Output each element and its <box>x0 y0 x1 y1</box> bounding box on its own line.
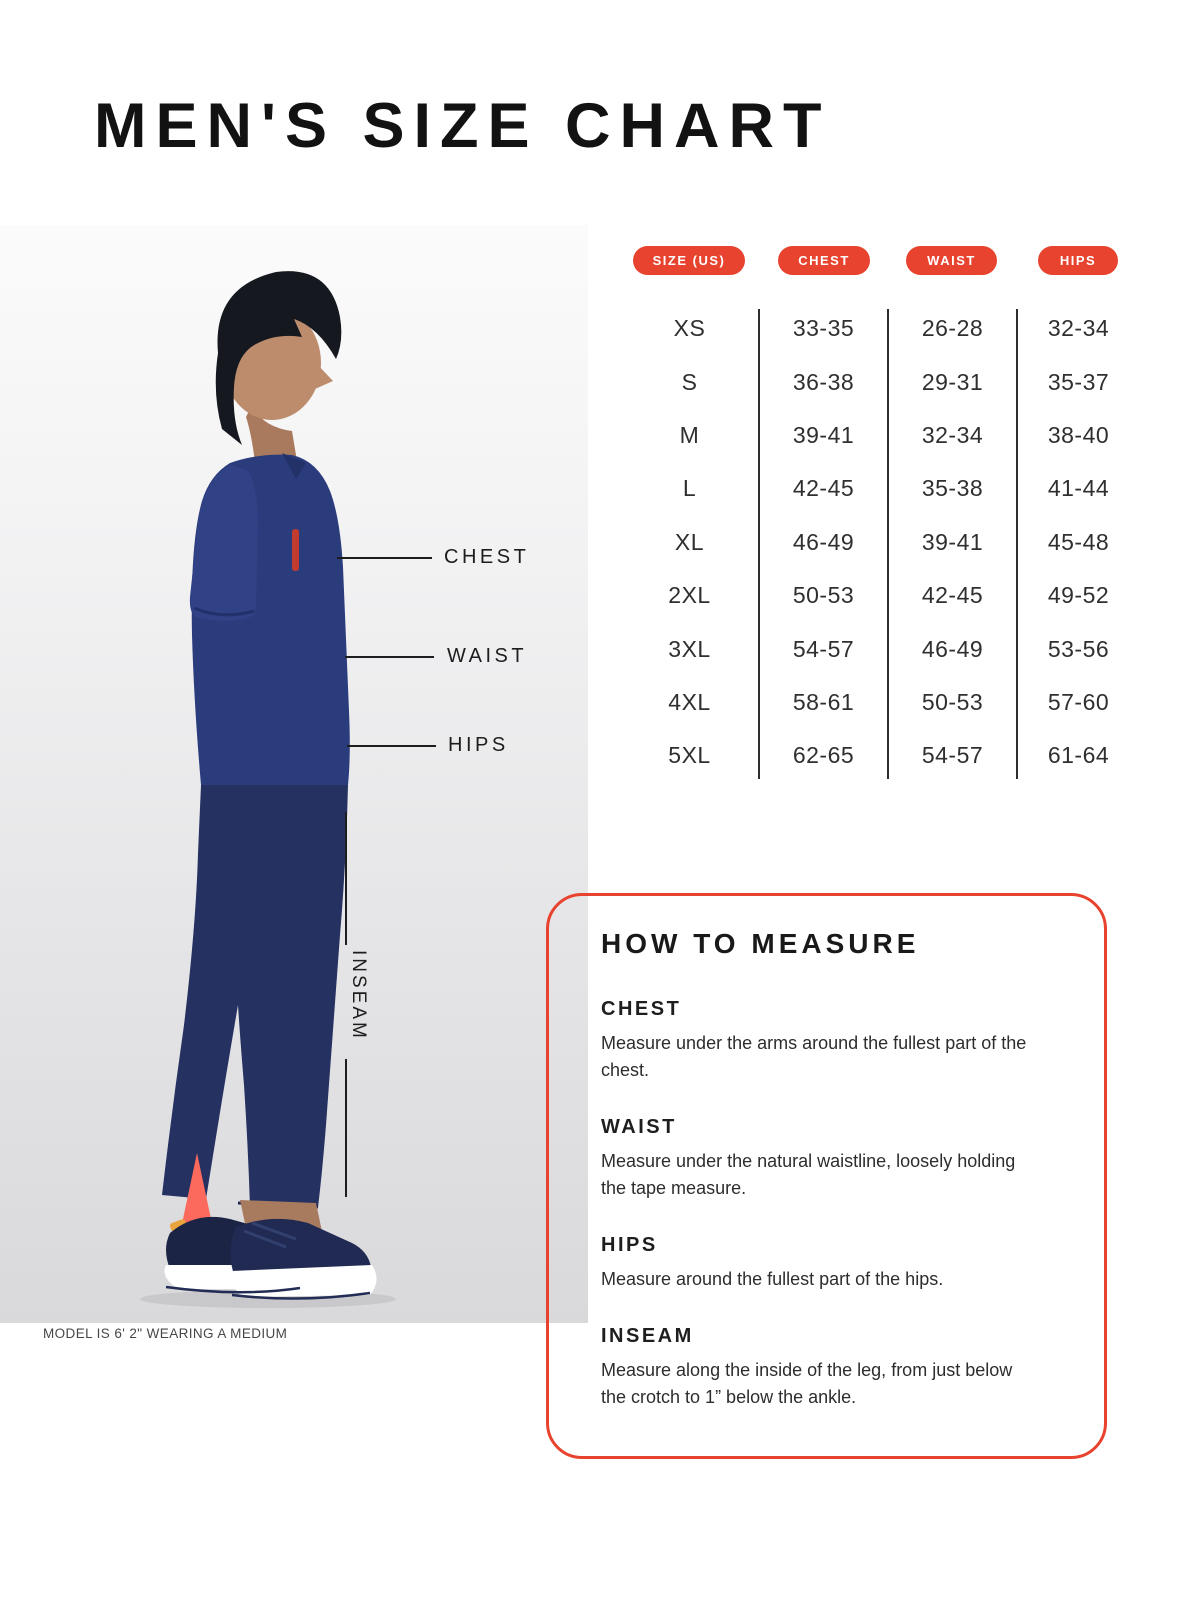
table-cell-size: 5XL <box>668 742 711 769</box>
table-cell-hips: 45-48 <box>1047 528 1110 555</box>
model-caption: MODEL IS 6' 2" WEARING A MEDIUM <box>43 1326 288 1341</box>
table-cell-size: XS <box>673 315 706 342</box>
measure-body-waist: Measure under the natural waistline, loosely holding the tape measure. <box>601 1151 1016 1198</box>
measure-heading-hips: HIPS <box>601 1234 658 1256</box>
measure-body-inseam: Measure along the inside of the leg, from just below the crotch to 1” below the ankle. <box>601 1360 1013 1407</box>
model-illustration <box>0 225 588 1323</box>
table-cell-waist: 35-38 <box>921 475 984 502</box>
table-cell-waist: 54-57 <box>921 742 984 769</box>
table-cell-chest: 33-35 <box>792 315 855 342</box>
measure-heading-chest: CHEST <box>601 998 682 1020</box>
table-cell-size: 4XL <box>668 688 711 715</box>
table-cell-waist: 39-41 <box>921 528 984 555</box>
table-cell-chest: 58-61 <box>792 688 855 715</box>
table-cell-chest: 54-57 <box>792 635 855 662</box>
model-photo <box>0 225 588 1323</box>
table-cell-chest: 50-53 <box>792 582 855 609</box>
header-pill-waist: WAIST <box>906 246 997 275</box>
table-cell-hips: 53-56 <box>1047 635 1110 662</box>
measure-body-chest: Measure under the arms around the fullest part of the chest. <box>601 1033 1027 1080</box>
table-cell-hips: 41-44 <box>1047 475 1110 502</box>
table-cell-hips: 32-34 <box>1047 315 1110 342</box>
chest-callout-line <box>337 557 432 559</box>
measure-body-hips: Measure around the fullest part of the hips. <box>601 1269 944 1289</box>
table-cell-chest: 62-65 <box>792 742 855 769</box>
chest-callout-label: CHEST <box>444 546 530 568</box>
hips-callout-label: HIPS <box>448 734 509 756</box>
header-pill-hips: HIPS <box>1038 246 1118 275</box>
table-cell-size: 2XL <box>668 582 711 609</box>
table-cell-waist: 32-34 <box>921 421 984 448</box>
table-cell-waist: 29-31 <box>921 368 984 395</box>
measure-heading-inseam: INSEAM <box>601 1325 694 1347</box>
table-cell-chest: 36-38 <box>792 368 855 395</box>
header-pill-chest: CHEST <box>778 246 870 275</box>
table-cell-size: M <box>679 421 700 448</box>
inseam-label: INSEAM <box>348 950 369 1041</box>
table-cell-chest: 46-49 <box>792 528 855 555</box>
table-cell-size: L <box>682 475 697 502</box>
how-to-measure-title: HOW TO MEASURE <box>601 928 920 959</box>
table-cell-hips: 57-60 <box>1047 688 1110 715</box>
table-cell-chest: 39-41 <box>792 421 855 448</box>
header-pill-size: SIZE (US) <box>633 246 745 275</box>
table-cell-hips: 49-52 <box>1047 582 1110 609</box>
table-cell-hips: 38-40 <box>1047 421 1110 448</box>
table-cell-waist: 46-49 <box>921 635 984 662</box>
table-cell-size: XL <box>674 528 705 555</box>
table-cell-waist: 50-53 <box>921 688 984 715</box>
inseam-line-top <box>345 812 347 945</box>
table-cell-waist: 26-28 <box>921 315 984 342</box>
table-cell-waist: 42-45 <box>921 582 984 609</box>
page-title: MEN'S SIZE CHART <box>94 91 831 161</box>
waist-callout-line <box>345 656 434 658</box>
inseam-line-bottom <box>345 1059 347 1197</box>
waist-callout-label: WAIST <box>447 645 528 667</box>
how-to-measure-box <box>546 893 1107 1459</box>
table-cell-size: S <box>681 368 698 395</box>
table-cell-chest: 42-45 <box>792 475 855 502</box>
hips-callout-line <box>347 745 436 747</box>
table-cell-size: 3XL <box>668 635 711 662</box>
table-cell-hips: 61-64 <box>1047 742 1110 769</box>
size-table <box>620 302 1140 783</box>
table-cell-hips: 35-37 <box>1047 368 1110 395</box>
measure-heading-waist: WAIST <box>601 1116 677 1138</box>
